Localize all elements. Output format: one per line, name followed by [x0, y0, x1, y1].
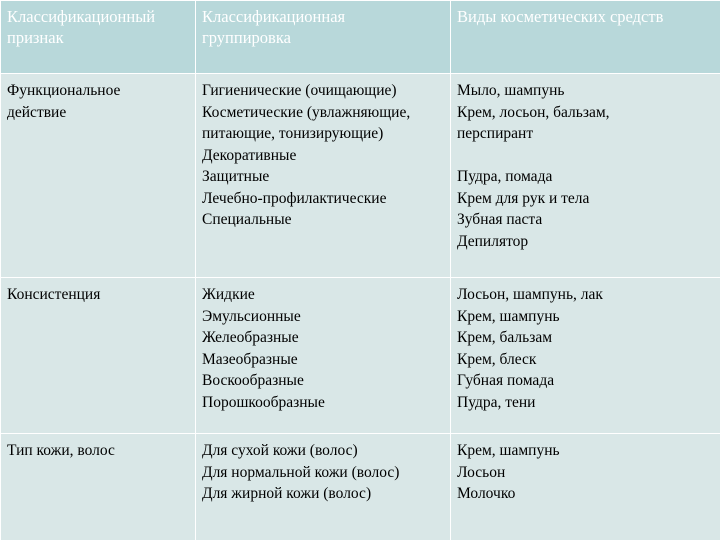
- cell-line: Крем, шампунь: [457, 306, 720, 328]
- header-classification-group: [196, 1, 451, 74]
- table-row: [1, 74, 720, 278]
- header-text: признак: [7, 27, 195, 48]
- header-product-types: [451, 1, 720, 74]
- cell-line: Крем, шампунь: [457, 440, 720, 462]
- cell-line: Специальные: [202, 209, 450, 231]
- header-row: [1, 1, 720, 74]
- products-cell: [451, 278, 720, 434]
- cell-line: перспирант: [457, 123, 720, 145]
- cell-line: питающие, тонизирующие): [202, 123, 450, 145]
- cell-line: Для сухой кожи (волос): [202, 440, 450, 462]
- cell-line: Зубная паста: [457, 209, 720, 231]
- header-text: Виды косметических средств: [457, 6, 720, 27]
- header-text: группировка: [202, 27, 450, 48]
- cell-line: Для нормальной кожи (волос): [202, 462, 450, 484]
- cell-line: Жидкие: [202, 284, 450, 306]
- cell-line: Желеобразные: [202, 327, 450, 349]
- feature-cell: [1, 74, 196, 278]
- header-classification-feature: [1, 1, 196, 74]
- cell-line: Функциональное: [7, 80, 195, 102]
- products-cell: [451, 74, 720, 278]
- cell-line: Крем, лосьон, бальзам,: [457, 102, 720, 124]
- cell-line: Пудра, тени: [457, 392, 720, 414]
- groups-cell: [196, 434, 451, 541]
- cell-line: Порошкообразные: [202, 392, 450, 414]
- cell-line: Депилятор: [457, 231, 720, 253]
- table-row: [1, 434, 720, 541]
- products-cell: [451, 434, 720, 541]
- cell-line: Молочко: [457, 483, 720, 505]
- cell-line: Эмульсионные: [202, 306, 450, 328]
- groups-cell: [196, 74, 451, 278]
- cell-line: Гигиенические (очищающие): [202, 80, 450, 102]
- cell-line: Лосьон: [457, 462, 720, 484]
- header-text: Классификационный: [7, 6, 195, 27]
- cell-line: Лечебно-профилактические: [202, 188, 450, 210]
- cell-spacer: [457, 145, 720, 167]
- table-row: [1, 278, 720, 434]
- header-text: Классификационная: [202, 6, 450, 27]
- cell-line: Косметические (увлажняющие,: [202, 102, 450, 124]
- cell-line: Крем, бальзам: [457, 327, 720, 349]
- cell-line: Для жирной кожи (волос): [202, 483, 450, 505]
- cell-line: Мазеобразные: [202, 349, 450, 371]
- feature-cell: [1, 278, 196, 434]
- cell-line: Крем, блеск: [457, 349, 720, 371]
- cell-line: Крем для рук и тела: [457, 188, 720, 210]
- cell-line: Мыло, шампунь: [457, 80, 720, 102]
- cell-line: Декоративные: [202, 145, 450, 167]
- cell-line: Губная помада: [457, 370, 720, 392]
- cell-line: Пудра, помада: [457, 166, 720, 188]
- cell-line: Консистенция: [7, 284, 195, 306]
- cell-line: Воскообразные: [202, 370, 450, 392]
- cell-line: Тип кожи, волос: [7, 440, 195, 462]
- cell-line: Лосьон, шампунь, лак: [457, 284, 720, 306]
- groups-cell: [196, 278, 451, 434]
- cell-line: действие: [7, 102, 195, 124]
- feature-cell: [1, 434, 196, 541]
- cell-line: Защитные: [202, 166, 450, 188]
